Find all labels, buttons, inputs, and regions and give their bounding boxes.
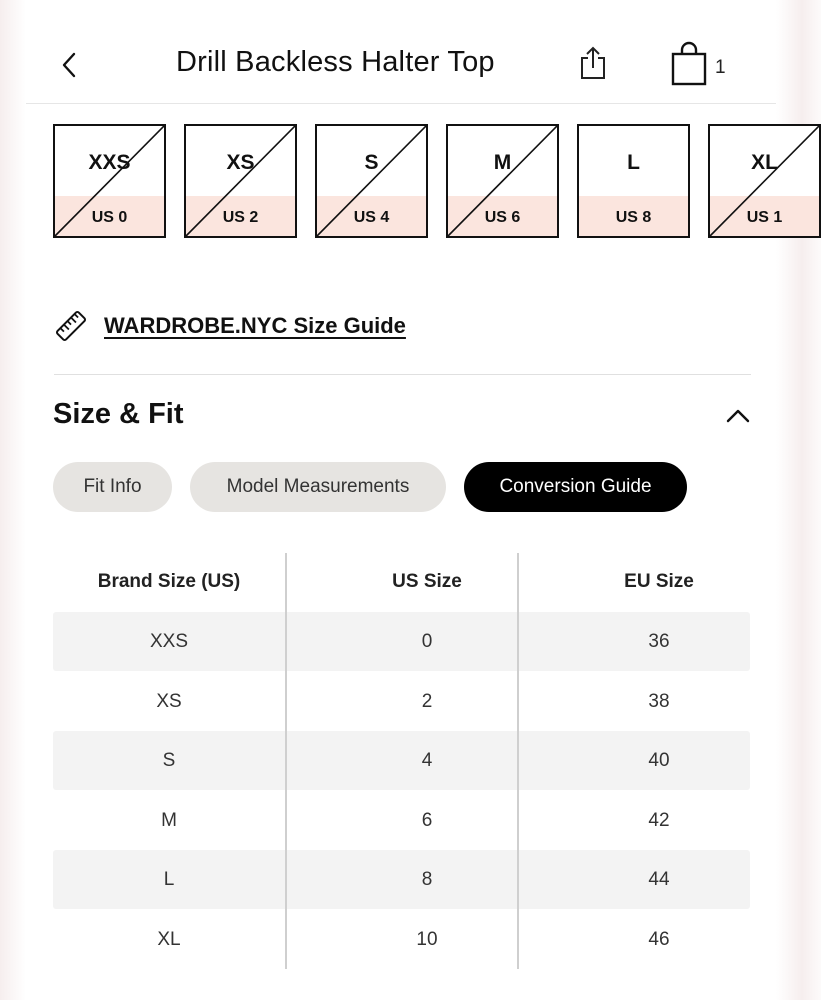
unavailable-slash-icon — [448, 126, 557, 236]
size-label: M — [493, 151, 512, 174]
us-size-label: US 6 — [484, 209, 521, 226]
tab-fit-info[interactable]: Fit Info — [53, 462, 172, 512]
column-divider — [517, 553, 519, 969]
app-frame — [26, 0, 783, 1000]
table-cell: 44 — [648, 869, 670, 890]
size-tile[interactable] — [446, 124, 559, 238]
table-cell: XL — [157, 928, 181, 950]
table-row — [53, 731, 750, 790]
conversion-table — [53, 553, 750, 969]
size-selector — [26, 124, 783, 240]
table-cell: 6 — [421, 809, 433, 831]
column-divider — [285, 553, 287, 969]
us-size-label: US 1 — [746, 209, 783, 226]
table-row — [53, 910, 750, 969]
table-cell: M — [161, 809, 177, 831]
chevron-up-icon — [724, 402, 752, 430]
table-cell: 46 — [648, 928, 670, 950]
size-guide-link[interactable] — [54, 306, 406, 346]
table-cell: 0 — [421, 631, 433, 652]
size-tile[interactable] — [577, 124, 690, 238]
size-label: XL — [751, 151, 778, 174]
table-cell: XXS — [149, 631, 189, 652]
tab-conversion-guide[interactable]: Conversion Guide — [464, 462, 687, 512]
collapse-button[interactable] — [724, 402, 752, 430]
table-cell: 36 — [648, 631, 670, 652]
tab-model-measurements[interactable]: Model Measurements — [190, 462, 446, 512]
shopping-bag-icon — [669, 40, 711, 88]
us-size-label: US 4 — [353, 209, 390, 226]
size-label: L — [627, 151, 640, 174]
table-cell: XS — [156, 690, 182, 712]
table-cell: 38 — [648, 690, 670, 712]
share-icon — [578, 44, 608, 82]
page-title: Drill Backless Halter Top — [176, 46, 495, 78]
table-cell: 2 — [421, 690, 433, 712]
column-header-eu-size: EU Size — [624, 571, 694, 592]
us-size-label: US 2 — [222, 209, 259, 226]
table-row — [53, 612, 750, 671]
size-tile[interactable] — [53, 124, 166, 238]
table-cell: 42 — [648, 809, 670, 831]
size-tile[interactable] — [184, 124, 297, 238]
table-row — [53, 850, 750, 909]
size-label: S — [364, 151, 379, 174]
header — [26, 0, 776, 104]
table-cell: 8 — [421, 869, 433, 890]
table-row — [53, 672, 750, 731]
section-title: Size & Fit — [53, 398, 184, 430]
table-cell: 4 — [421, 750, 433, 771]
share-button[interactable] — [578, 44, 608, 82]
table-row — [53, 791, 750, 850]
table-cell: 10 — [416, 928, 438, 950]
table-cell: L — [163, 869, 175, 890]
divider — [54, 374, 751, 375]
size-label: XS — [226, 151, 255, 174]
size-tile[interactable] — [315, 124, 428, 238]
unavailable-slash-icon — [186, 126, 295, 236]
column-header-us-size: US Size — [392, 571, 462, 592]
cart-count: 1 — [715, 57, 726, 78]
unavailable-slash-icon — [317, 126, 426, 236]
column-header-brand-size: Brand Size (US) — [97, 571, 241, 592]
table-cell: 40 — [648, 750, 670, 771]
us-size-label: US 8 — [615, 209, 652, 226]
unavailable-slash-icon — [710, 126, 819, 236]
unavailable-slash-icon — [55, 126, 164, 236]
size-label: XXS — [88, 151, 131, 174]
size-guide-link-text[interactable]: WARDROBE.NYC Size Guide — [104, 313, 406, 338]
cart-button[interactable] — [669, 40, 711, 88]
table-cell: S — [162, 750, 176, 771]
us-size-label: US 0 — [91, 209, 128, 226]
ruler-icon — [54, 309, 88, 343]
size-tile[interactable] — [708, 124, 821, 238]
